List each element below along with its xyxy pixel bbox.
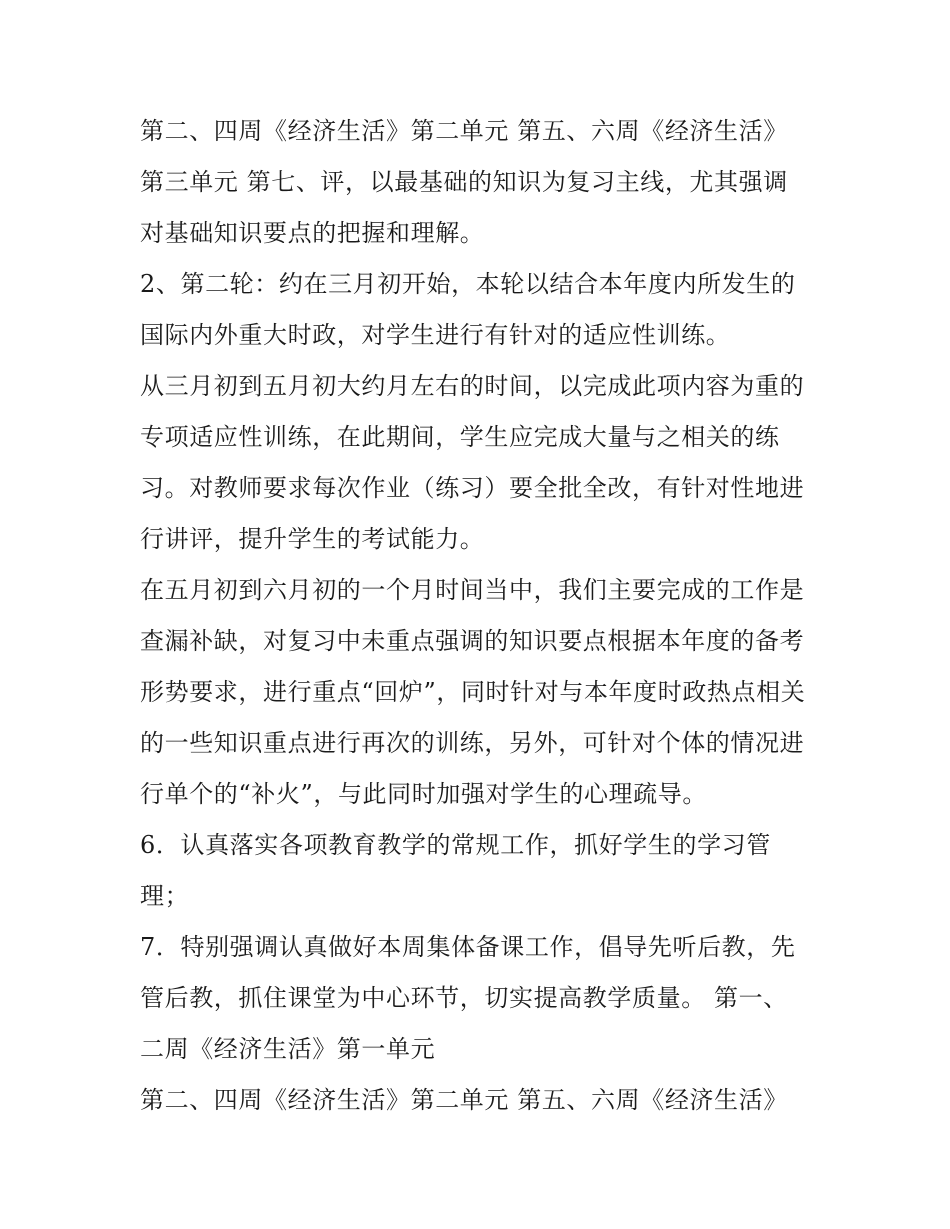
text-line: 从三月初到五月初大约月左右的时间，以完成此项内容为重的 xyxy=(140,372,805,400)
text-line: 第二、四周《经济生活》第二单元 第五、六周《经济生活》 xyxy=(140,117,788,145)
paragraph xyxy=(140,106,820,259)
text-line: 2、第二轮：约在三月初开始，本轮以结合本年度内所发生的 xyxy=(140,270,796,298)
text-line: 6．认真落实各项教育教学的常规工作，抓好学生的学习管 xyxy=(140,831,771,859)
text-line: 第二、四周《经济生活》第二单元 第五、六周《经济生活》 xyxy=(140,1086,788,1114)
document-body xyxy=(140,106,820,1126)
text-line: 管后教，抓住课堂为中心环节，切实提高教学质量。 第一、 xyxy=(140,984,788,1012)
paragraph xyxy=(140,922,820,1075)
text-line: 的一些知识重点进行再次的训练，另外，可针对个体的情况进 xyxy=(140,729,805,757)
text-line: 国际内外重大时政，对学生进行有针对的适应性训练。 xyxy=(140,321,731,349)
text-line: 第三单元 第七、评，以最基础的知识为复习主线，尤其强调 xyxy=(140,168,788,196)
text-line: 形势要求，进行重点“回炉”，同时针对与本年度时政热点相关 xyxy=(140,678,806,706)
text-line: 7．特别强调认真做好本周集体备课工作，倡导先听后教，先 xyxy=(140,933,796,961)
text-line: 行讲评，提升学生的考试能力。 xyxy=(140,525,485,553)
text-line: 对基础知识要点的把握和理解。 xyxy=(140,219,485,247)
text-line: 查漏补缺，对复习中未重点强调的知识要点根据本年度的备考 xyxy=(140,627,805,655)
text-line: 理； xyxy=(140,882,190,910)
text-line: 专项适应性训练，在此期间，学生应完成大量与之相关的练 xyxy=(140,423,780,451)
text-line: 二周《经济生活》第一单元 xyxy=(140,1035,436,1063)
paragraph xyxy=(140,1075,820,1126)
paragraph xyxy=(140,361,820,565)
paragraph xyxy=(140,259,820,361)
text-line: 行单个的“补火”，与此同时加强对学生的心理疏导。 xyxy=(140,780,707,808)
text-line: 在五月初到六月初的一个月时间当中，我们主要完成的工作是 xyxy=(140,576,805,604)
paragraph xyxy=(140,820,820,922)
text-line: 习。对教师要求每次作业（练习）要全批全改，有针对性地进 xyxy=(140,474,805,502)
paragraph xyxy=(140,565,820,820)
